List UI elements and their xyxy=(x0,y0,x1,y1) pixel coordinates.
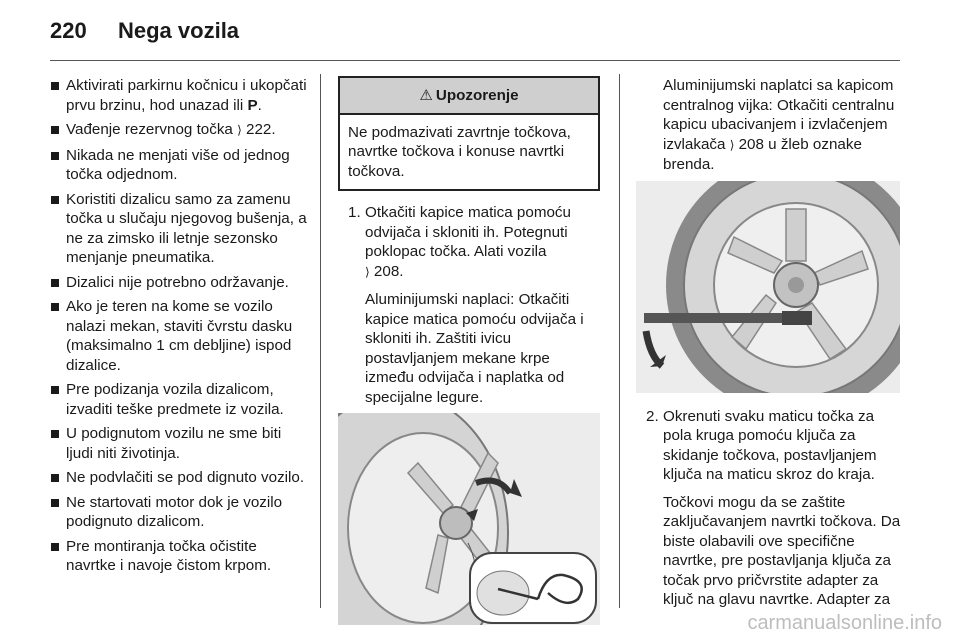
page-title: Nega vozila xyxy=(118,18,240,43)
intro-paragraph: Aluminijumski naplatci sa kapicom centralnog vijka: Otkačiti centralnu kapicu ubacivanjem i izvlačenjem izvlakača ⟩ 208 u žleb oznake brenda. xyxy=(663,77,895,173)
warning-box xyxy=(338,76,600,191)
step-text: Okrenuti svaku maticu točka za pola kruga pomoću ključa za skidanje točkova, postavljanjem ključa na maticu skroz do kraja. xyxy=(663,407,877,483)
column-middle xyxy=(338,76,600,625)
wheel-hubcap-icon xyxy=(338,413,600,625)
list-item: Vađenje rezervnog točka ⟩ 222. xyxy=(50,120,308,141)
warning-title: Upozorenje xyxy=(435,87,519,104)
bullet-square-icon xyxy=(51,499,59,507)
list-item: Koristiti dizalicu samo za zamenu točka u slučaju njegovog bušenja, a ne za zimsko ili letnje sezonsko menjanje pneumatika. xyxy=(50,190,308,268)
wheel-center-cap-icon xyxy=(636,181,900,393)
list-item: Aktivirati parkirnu kočnicu i ukopčati prvu brzinu, hod unazad ili P. xyxy=(50,76,308,115)
bullet-square-icon xyxy=(51,543,59,551)
column-right xyxy=(636,76,902,618)
page-ref-icon[interactable]: ⟩ xyxy=(237,123,242,137)
list-item: U podignutom vozilu ne sme biti ljudi niti životinja. xyxy=(50,424,308,463)
page-ref[interactable]: 208. xyxy=(373,262,404,280)
bullet-square-icon xyxy=(51,279,59,287)
warning-header xyxy=(340,78,598,115)
list-item: Ne podvlačiti se pod dignuto vozilo. xyxy=(50,468,308,488)
page-number: 220 xyxy=(50,18,87,43)
bullet-square-icon xyxy=(51,386,59,394)
bullet-square-icon xyxy=(51,303,59,311)
column-left xyxy=(50,76,308,581)
step-number: 1. xyxy=(348,204,361,221)
warning-text: Ne podmazivati zavrtnje točkova, navrtke točkova i konuse navrtki točkova. xyxy=(348,123,571,180)
warning-triangle-icon: ⚠ xyxy=(419,86,433,104)
step-paragraph: Točkovi mogu da se zaštite zaključavanjem navrtki točkova. Da biste olabavili ove specifične navrtke, pre postavljanja ključa za točak prvo pričvrstite adapter za ključ na glavu navrtke. Adapter za xyxy=(663,493,901,608)
column-divider-1 xyxy=(320,74,321,608)
list-item: Nikada ne menjati više od jednog točka odjednom. xyxy=(50,146,308,185)
page-ref[interactable]: 208 xyxy=(738,135,764,153)
intro-block xyxy=(636,76,902,175)
list-item: Pre podizanja vozila dizalicom, izvaditi teške predmete iz vozila. xyxy=(50,380,308,419)
list-item: Ako je teren na kome se vozilo nalazi mekan, staviti čvrstu dasku (maksimalno 1 cm debljine) ispod dizalice. xyxy=(50,297,308,375)
bullet-square-icon xyxy=(51,430,59,438)
step-paragraph: Aluminijumski naplaci: Otkačiti kapice matica pomoću odvijača i skloniti ih. Zaštiti ivicu postavljanjem mekane krpe između odvijača i naplatka od specijalne legure. xyxy=(365,291,584,406)
step-1 xyxy=(338,203,600,407)
page-ref-icon[interactable]: ⟩ xyxy=(365,264,370,279)
page-ref[interactable]: 222. xyxy=(246,121,276,138)
bullet-square-icon xyxy=(51,152,59,160)
precautions-list xyxy=(50,76,308,576)
list-item: Ne startovati motor dok je vozilo podignuto dizalicom. xyxy=(50,493,308,532)
step-number: 2. xyxy=(646,407,659,425)
center-cap-removal-illustration xyxy=(636,181,900,393)
watermark: carmanualsonline.info xyxy=(747,612,942,634)
hubcap-removal-illustration xyxy=(338,413,600,625)
list-item: Pre montiranja točka očistite navrtke i navoje čistom krpom. xyxy=(50,537,308,576)
list-item: Dizalici nije potrebno održavanje. xyxy=(50,273,308,293)
page-header xyxy=(0,0,960,62)
column-divider-2 xyxy=(619,74,620,608)
bullet-square-icon xyxy=(51,82,59,90)
bullet-square-icon xyxy=(51,196,59,204)
page-ref-icon[interactable]: ⟩ xyxy=(729,137,735,152)
header-rule xyxy=(50,60,900,61)
step-2 xyxy=(636,407,902,610)
step-text: Otkačiti kapice matica pomoću odvijača i skloniti ih. Potegnuti poklopac točka. Alati vozila ⟩ 208. xyxy=(365,204,571,280)
bullet-square-icon xyxy=(51,126,59,134)
bullet-square-icon xyxy=(51,474,59,482)
